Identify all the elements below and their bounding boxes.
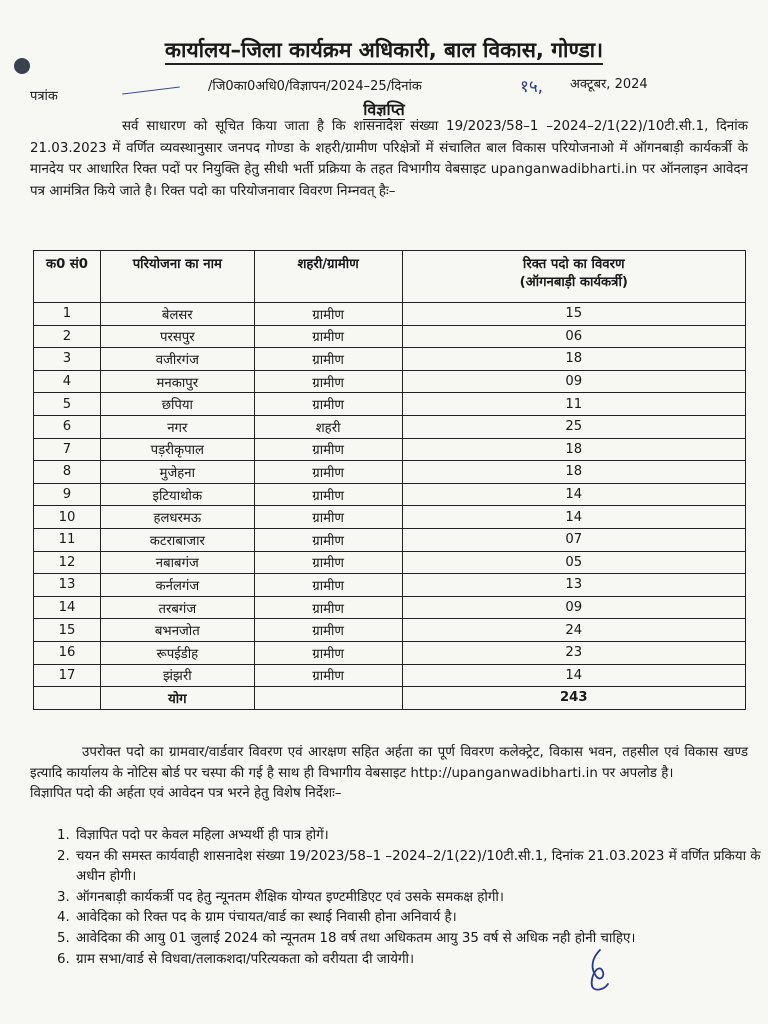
rule-item: 6. ग्राम सभा/वार्ड से विधवा/तलाकशदा/परित्यकता को वरीयता दी जायेगी। xyxy=(74,950,768,971)
table-row xyxy=(34,348,746,371)
cell-sno: 13 xyxy=(34,574,101,597)
cell-area: ग्रामीण xyxy=(254,551,402,574)
cell-project: तरबगंज xyxy=(100,596,254,619)
pen-stroke xyxy=(122,86,180,94)
total-label: योग xyxy=(100,687,254,710)
header-vacancy-line1: रिक्त पदो का विवरण xyxy=(522,257,625,272)
cell-sno: 16 xyxy=(34,641,101,664)
after-table-section xyxy=(30,742,748,804)
table-row xyxy=(34,393,746,416)
cell-area: ग्रामीण xyxy=(254,348,402,371)
cell-project: हलधरमऊ xyxy=(100,506,254,529)
cell-sno: 15 xyxy=(34,619,101,642)
cell-vacancy: 15 xyxy=(402,303,746,326)
table-row xyxy=(34,574,746,597)
cell-area: ग्रामीण xyxy=(254,370,402,393)
cell-area: ग्रामीण xyxy=(254,664,402,687)
cell-vacancy: 18 xyxy=(402,461,746,484)
cell-area: ग्रामीण xyxy=(254,393,402,416)
cell-area: ग्रामीण xyxy=(254,303,402,326)
table-row xyxy=(34,303,746,326)
cell-project: मनकापुर xyxy=(100,370,254,393)
cell-area: ग्रामीण xyxy=(254,506,402,529)
ref-month-year: अक्टूबर, 2024 xyxy=(570,77,648,92)
table-row xyxy=(34,415,746,438)
office-header xyxy=(0,36,768,64)
cell-vacancy: 25 xyxy=(402,415,746,438)
cell-vacancy: 05 xyxy=(402,551,746,574)
cell-project: नगर xyxy=(100,415,254,438)
cell-area: ग्रामीण xyxy=(254,641,402,664)
table-row xyxy=(34,619,746,642)
cell-sno: 4 xyxy=(34,370,101,393)
rule-item: 4. आवेदिका को रिक्त पद के ग्राम पंचायत/वार्ड का स्थाई निवासी होना अनिवार्य है। xyxy=(74,908,768,929)
handwritten-day: १५, xyxy=(520,77,544,97)
rule-item: 5. आवेदिका की आयु 01 जुलाई 2024 को न्यूनतम 18 वर्ष तथा अधिकतम आयु 35 वर्ष से अधिक नही होनी चाहिए। xyxy=(74,929,768,950)
cell-vacancy: 18 xyxy=(402,348,746,371)
office-name: कार्यालय–जिला कार्यक्रम अधिकारी, बाल विकास, गोण्डा। xyxy=(165,38,603,65)
cell-area: ग्रामीण xyxy=(254,438,402,461)
header-vacancy xyxy=(402,251,746,303)
cell-vacancy: 09 xyxy=(402,596,746,619)
intro-text: सर्व साधारण को सूचित किया जाता है कि शासनादेश संख्या 19/2023/58–1 –2024–2/1(22)/10टी.सी.1, दिनांक 21.03.2023 में वर्णित व्यवस्थानुसार जनपद गोण्डा के शहरी/ग्रामीण परिक्षेत्रों में संचालित बाल विकास परियोजनाओ में ऑगनबाड़ी कार्यकर्त्री के मानदेय पर आधारित रिक्त पदों पर नियुक्ति हेतु सीधी भर्ती प्रक्रिया के तहत विभागीय वेबसाइट upanganwadibharti.in पर ऑनलाइन आवेदन पत्र आमंत्रित किये जाते है। रिक्त पदो का परियोजनावार विवरण निम्नवत् हैः– xyxy=(30,119,748,200)
table-row xyxy=(34,506,746,529)
cell-area: ग्रामीण xyxy=(254,574,402,597)
cell-project: परसपुर xyxy=(100,325,254,348)
cell-vacancy: 18 xyxy=(402,438,746,461)
cell-project: वजीरगंज xyxy=(100,348,254,371)
cell-project: छपिया xyxy=(100,393,254,416)
cell-sno: 17 xyxy=(34,664,101,687)
cell-area: ग्रामीण xyxy=(254,528,402,551)
rule-item: 1. विज्ञापित पदो पर केवल महिला अभ्यर्थी ही पात्र होगें। xyxy=(74,826,768,847)
cell-area: ग्रामीण xyxy=(254,619,402,642)
rule-item: 2. चयन की समस्त कार्यवाही शासनादेश संख्या 19/2023/58–1 –2024–2/1(22)/10टी.सी.1, दिनांक 21.03.2023 में वर्णित प्रकिया के अधीन होगी। xyxy=(74,847,768,888)
cell-sno: 6 xyxy=(34,415,101,438)
cell-area: ग्रामीण xyxy=(254,483,402,506)
cell-sno: 2 xyxy=(34,325,101,348)
table-row xyxy=(34,438,746,461)
notice-title-text: विज्ञप्ति xyxy=(363,100,405,119)
table-header-row xyxy=(34,251,746,303)
rules-list xyxy=(28,826,768,970)
instructions-heading: विज्ञापित पदो की अर्हता एवं आवेदन पत्र भरने हेतु विशेष निर्देशः– xyxy=(30,786,342,801)
cell-area: ग्रामीण xyxy=(254,461,402,484)
cell-project: इटियाथोक xyxy=(100,483,254,506)
cell-sno: 1 xyxy=(34,303,101,326)
cell-sno: 3 xyxy=(34,348,101,371)
header-project: परियोजना का नाम xyxy=(100,251,254,303)
total-value: 243 xyxy=(402,687,746,710)
ref-label: पत्रांक xyxy=(30,89,58,104)
cell-vacancy: 14 xyxy=(402,483,746,506)
cell-area: ग्रामीण xyxy=(254,596,402,619)
cell-vacancy: 06 xyxy=(402,325,746,348)
cell-sno: 5 xyxy=(34,393,101,416)
intro-paragraph xyxy=(30,116,748,203)
cell-sno: 8 xyxy=(34,461,101,484)
cell-project: कर्नलगंज xyxy=(100,574,254,597)
table-row xyxy=(34,325,746,348)
table-row xyxy=(34,528,746,551)
cell-project: बभनजोत xyxy=(100,619,254,642)
vacancy-table xyxy=(33,250,746,710)
cell-vacancy: 14 xyxy=(402,506,746,529)
cell-project: झंझरी xyxy=(100,664,254,687)
table-row xyxy=(34,483,746,506)
cell-vacancy: 23 xyxy=(402,641,746,664)
table-row xyxy=(34,461,746,484)
cell-sno: 10 xyxy=(34,506,101,529)
after-table-paragraph: उपरोक्त पदो का ग्रामवार/वार्डवार विवरण एवं आरक्षण सहित अर्हता का पूर्ण विवरण कलेक्ट्रेट, विकास भवन, तहसील एवं विकास खण्ड इत्यादि कार्यालय के नोटिस बोर्ड पर चस्पा की गई है साथ ही विभागीय वेबसाइट http://upanganwadibharti.in पर अपलोड है। xyxy=(30,745,748,781)
header-area: शहरी/ग्रामीण xyxy=(254,251,402,303)
cell-area: शहरी xyxy=(254,415,402,438)
cell-sno: 11 xyxy=(34,528,101,551)
header-sno: क0 सं0 xyxy=(34,251,101,303)
rule-item: 3. ऑगनबाड़ी कार्यकर्त्री पद हेतु न्यूनतम शैक्षिक योग्यत इण्टमीडिएट एवं उसके समकक्ष होगी। xyxy=(74,888,768,909)
cell-sno: 14 xyxy=(34,596,101,619)
cell-sno: 7 xyxy=(34,438,101,461)
cell-area: ग्रामीण xyxy=(254,325,402,348)
reference-line xyxy=(30,76,750,104)
total-area xyxy=(254,687,402,710)
table-row xyxy=(34,370,746,393)
cell-sno: 9 xyxy=(34,483,101,506)
header-vacancy-line2: (ऑगनबाड़ी कार्यकर्त्री) xyxy=(519,275,628,290)
table-row xyxy=(34,641,746,664)
cell-vacancy: 11 xyxy=(402,393,746,416)
table-row xyxy=(34,596,746,619)
table-row xyxy=(34,664,746,687)
total-sno xyxy=(34,687,101,710)
cell-vacancy: 09 xyxy=(402,370,746,393)
cell-project: मुजेहना xyxy=(100,461,254,484)
cell-vacancy: 14 xyxy=(402,664,746,687)
cell-project: बेलसर xyxy=(100,303,254,326)
ref-number: /जि0का0अधि0/विज्ञापन/2024–25/दिनांक xyxy=(208,79,422,94)
cell-vacancy: 24 xyxy=(402,619,746,642)
total-row xyxy=(34,687,746,710)
table-row xyxy=(34,551,746,574)
cell-project: कटराबाजार xyxy=(100,528,254,551)
cell-vacancy: 07 xyxy=(402,528,746,551)
cell-project: रूपईडीह xyxy=(100,641,254,664)
cell-project: पड़रीकृपाल xyxy=(100,438,254,461)
signature xyxy=(582,946,614,994)
cell-project: नबाबगंज xyxy=(100,551,254,574)
cell-vacancy: 13 xyxy=(402,574,746,597)
cell-sno: 12 xyxy=(34,551,101,574)
